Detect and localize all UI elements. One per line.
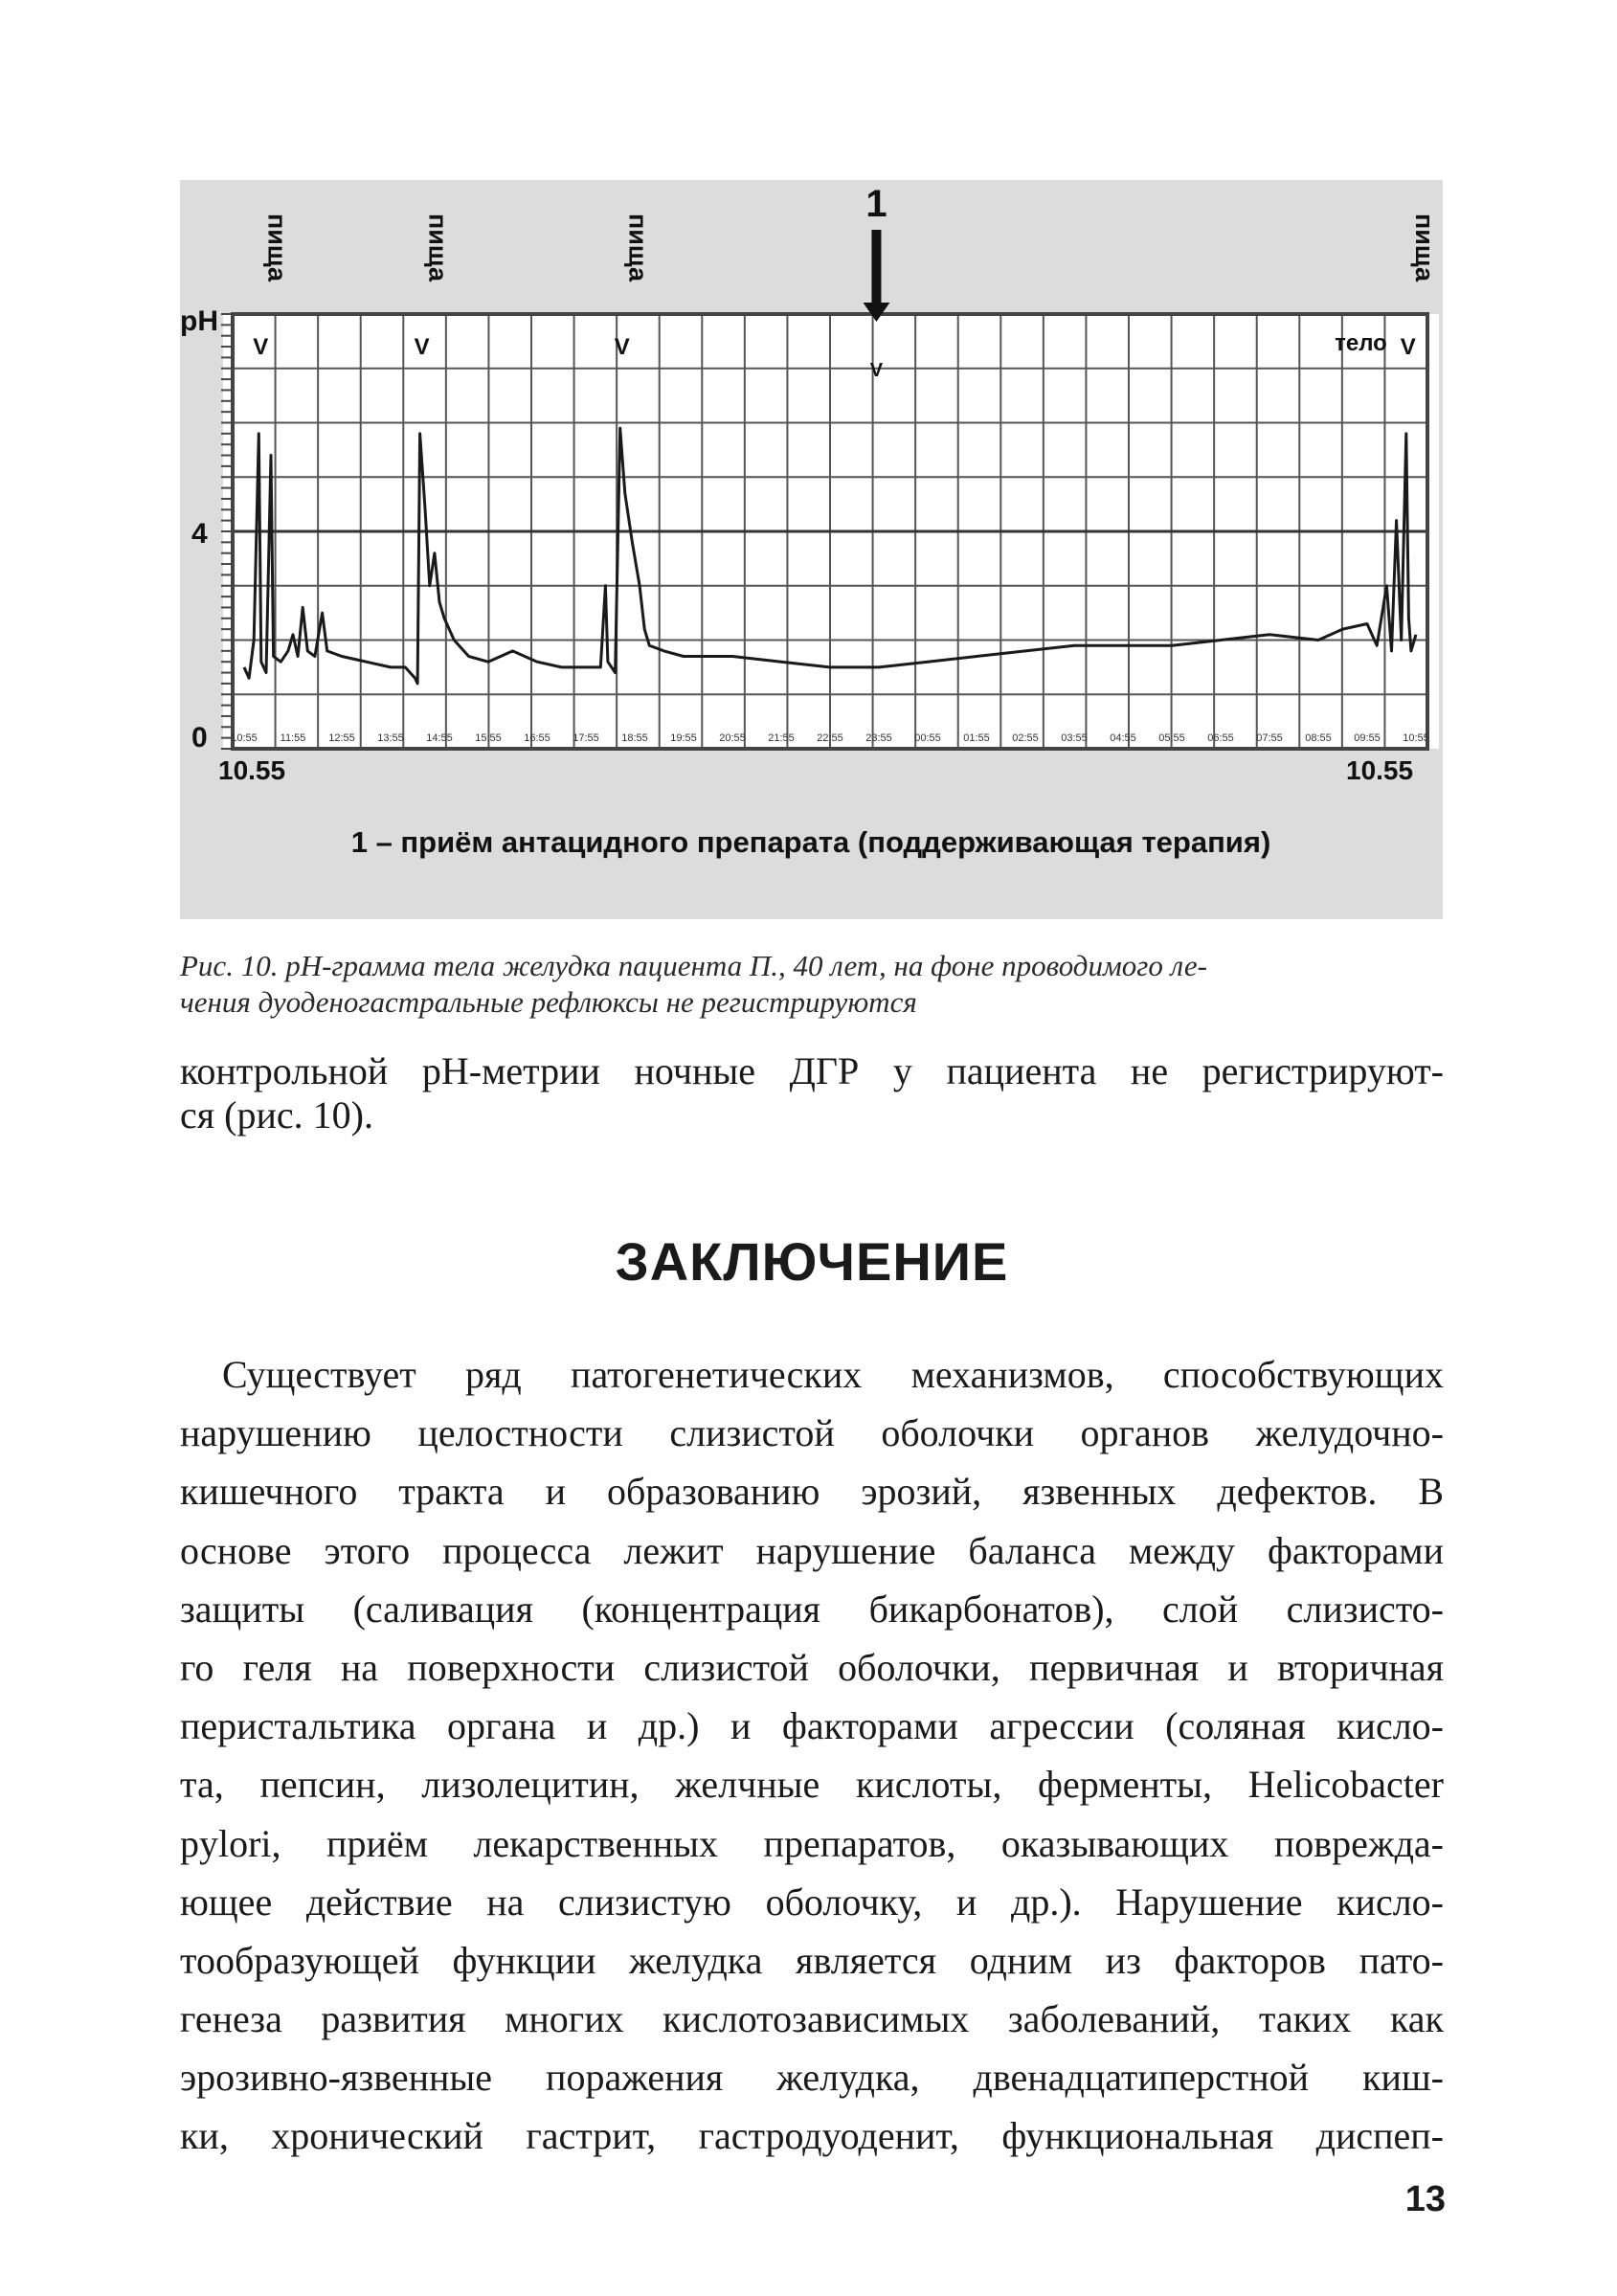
text-line: основе этого процесса лежит нарушение баланса между факторами — [180, 1528, 1444, 1572]
caption-line: Рис. 10. рН-грамма тела желудка пациента П., 40 лет, на фоне проводимого ле- — [180, 949, 1207, 982]
text-line: pylori, приём лекарственных препаратов, оказывающих поврежда- — [180, 1821, 1444, 1865]
text-line: кишечного тракта и образованию эрозий, язвенных дефектов. В — [180, 1470, 1444, 1514]
time-tick-label: 17:55 — [573, 732, 599, 744]
time-tick-label: 10:55 — [231, 732, 258, 744]
text-line: нарушению целостности слизистой оболочки органов желудочно- — [180, 1411, 1444, 1455]
time-tick-label: 12:55 — [328, 732, 355, 744]
y-axis-title: pH — [180, 305, 218, 337]
event-v-marker: V — [614, 334, 630, 360]
text-line: эрозивно-язвенные поражения желудка, двенадцатиперстной киш- — [180, 2056, 1444, 2100]
time-tick-label: 20:55 — [719, 732, 746, 744]
meal-event-label: пища — [1409, 214, 1439, 282]
time-tick-label: 07:55 — [1256, 732, 1283, 744]
figure-caption — [180, 948, 1444, 1021]
time-tick-label: 14:55 — [426, 732, 453, 744]
text-line: перистальтика органа и др.) и факторами агрессии (соляная кисло- — [180, 1704, 1444, 1748]
caption-line: чения дуоденогастральные рефлюксы не регистрируются — [180, 985, 917, 1019]
text-line: тообразующей функции желудка является одним из факторов пато- — [180, 1938, 1444, 1982]
text-line: ки, хронический гастрит, гастродуоденит, функциональная диспеп- — [180, 2114, 1444, 2158]
event-v-marker: V — [1400, 334, 1416, 360]
chart-legend: 1 – приём антацидного препарата (поддерживающая терапия) — [350, 825, 1271, 859]
time-tick-label: 06:55 — [1207, 732, 1234, 744]
meal-event-label: пища — [623, 214, 653, 282]
text-line: защиты (саливация (концентрация бикарбонатов), слой слизисто- — [180, 1587, 1444, 1631]
conclusion-paragraph — [180, 1345, 1444, 2166]
y-tick-label-4: 4 — [191, 518, 208, 550]
y-tick-label-0: 0 — [191, 722, 208, 754]
time-tick-label: 10:55 — [1403, 732, 1429, 744]
meal-event-label: пища — [423, 214, 453, 282]
section-heading: ЗАКЛЮЧЕНИЕ — [615, 1231, 1009, 1292]
time-tick-label: 13:55 — [377, 732, 404, 744]
event-v-marker: V — [253, 334, 269, 360]
body-location-label: тело — [1335, 330, 1387, 356]
drug-event-arrow-shaft — [871, 230, 881, 306]
time-tick-label: 22:55 — [817, 732, 843, 744]
page-number: 13 — [1404, 2179, 1446, 2219]
event-v-marker: V — [414, 334, 430, 360]
text-line: ся (рис. 10). — [180, 1093, 373, 1137]
time-tick-label: 16:55 — [524, 732, 550, 744]
text-line: контрольной рН-метрии ночные ДГР у пациента не регистрируют- — [180, 1049, 1444, 1092]
time-tick-label: 01:55 — [963, 732, 990, 744]
text-line: Существует ряд патогенетических механизмов, способствующих — [222, 1353, 1444, 1396]
time-tick-label: 04:55 — [1110, 732, 1136, 744]
time-tick-label: 00:55 — [914, 732, 941, 744]
time-tick-label: 23:55 — [865, 732, 892, 744]
event-v-marker: V — [869, 360, 884, 381]
ph-chart — [180, 180, 1443, 919]
time-tick-label: 19:55 — [670, 732, 697, 744]
time-tick-label: 11:55 — [280, 732, 306, 744]
ph-chart-figure — [180, 180, 1443, 919]
time-tick-label: 05:55 — [1158, 732, 1185, 744]
drug-event-number: 1 — [865, 183, 887, 225]
time-tick-label: 21:55 — [768, 732, 795, 744]
intro-paragraph — [180, 1049, 1444, 1137]
text-line: та, пепсин, лизолецитин, желчные кислоты, ферменты, Helicobacter — [180, 1763, 1444, 1807]
time-tick-label: 15:55 — [475, 732, 502, 744]
meal-event-label: пища — [262, 214, 292, 282]
time-tick-label: 02:55 — [1012, 732, 1039, 744]
time-tick-label: 08:55 — [1305, 732, 1332, 744]
text-line: генеза развития многих кислотозависимых заболеваний, таких как — [180, 1997, 1444, 2041]
time-tick-label: 09:55 — [1354, 732, 1381, 744]
text-line: ющее действие на слизистую оболочку, и др.). Нарушение кисло- — [180, 1880, 1444, 1924]
text-line: го геля на поверхности слизистой оболочки, первичная и вторичная — [180, 1645, 1444, 1689]
x-end-label: 10.55 — [1346, 755, 1414, 785]
x-start-label: 10.55 — [218, 755, 286, 785]
time-tick-label: 03:55 — [1061, 732, 1088, 744]
time-tick-label: 18:55 — [621, 732, 648, 744]
